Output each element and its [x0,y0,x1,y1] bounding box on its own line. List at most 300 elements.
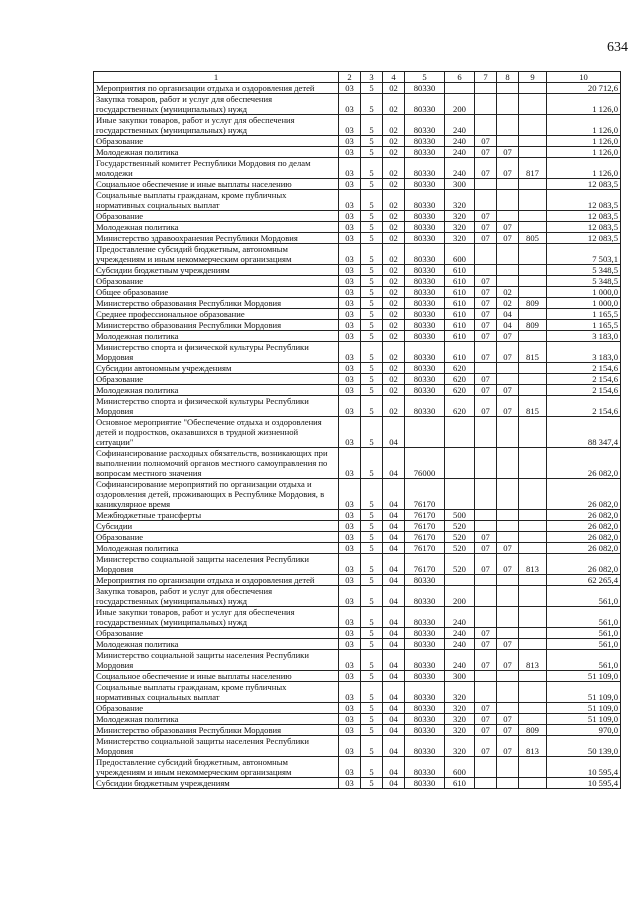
expense-type-cell: 610 [445,778,475,789]
amount-cell: 12 083,5 [547,190,621,211]
event-cell: 04 [383,448,405,479]
prog-cell: 03 [339,703,361,714]
subprog-cell: 5 [361,115,383,136]
expense-type-cell: 240 [445,136,475,147]
ministry-code-cell [519,639,547,650]
event-cell: 04 [383,479,405,510]
expense-type-cell: 320 [445,211,475,222]
amount-cell: 2 154,6 [547,385,621,396]
page-number: 634 [607,40,628,55]
prog-cell: 03 [339,147,361,158]
direction-cell: 80330 [405,94,445,115]
subsection-cell [497,363,519,374]
table-row [94,396,621,417]
row-name-cell: Социальные выплаты гражданам, кроме публичных нормативных социальных выплат [94,682,339,703]
prog-cell: 03 [339,94,361,115]
table-row [94,671,621,682]
amount-cell: 50 139,0 [547,736,621,757]
subprog-cell: 5 [361,628,383,639]
subprog-cell: 5 [361,714,383,725]
section-cell [475,244,497,265]
section-cell: 07 [475,703,497,714]
ministry-code-cell [519,682,547,703]
ministry-code-cell [519,521,547,532]
ministry-code-cell [519,265,547,276]
prog-cell: 03 [339,363,361,374]
ministry-code-cell [519,510,547,521]
row-name-cell: Министерство спорта и физической культуры Республики Мордовия [94,342,339,363]
prog-cell: 03 [339,265,361,276]
direction-cell: 80330 [405,287,445,298]
ministry-code-cell [519,671,547,682]
amount-cell: 7 503,1 [547,244,621,265]
amount-cell: 970,0 [547,725,621,736]
subsection-cell [497,479,519,510]
subprog-cell: 5 [361,448,383,479]
direction-cell: 80330 [405,575,445,586]
ministry-code-cell: 809 [519,320,547,331]
expense-type-cell: 240 [445,607,475,628]
prog-cell: 03 [339,331,361,342]
amount-cell: 561,0 [547,607,621,628]
subprog-cell: 5 [361,94,383,115]
amount-cell: 2 154,6 [547,363,621,374]
direction-cell: 80330 [405,396,445,417]
event-cell: 04 [383,554,405,575]
direction-cell: 80330 [405,222,445,233]
direction-cell: 76170 [405,532,445,543]
expense-type-cell: 320 [445,725,475,736]
row-name-cell: Иные закупки товаров, работ и услуг для обеспечения государственных (муниципальных) нужд [94,607,339,628]
direction-cell: 80330 [405,233,445,244]
event-cell: 02 [383,222,405,233]
amount-cell: 1 126,0 [547,158,621,179]
subsection-cell [497,244,519,265]
direction-cell: 80330 [405,703,445,714]
direction-cell: 76170 [405,521,445,532]
subprog-cell: 5 [361,510,383,521]
subprog-cell: 5 [361,190,383,211]
ministry-code-cell [519,309,547,320]
prog-cell: 03 [339,83,361,94]
expense-type-cell: 610 [445,298,475,309]
row-name-cell: Социальное обеспечение и иные выплаты населению [94,671,339,682]
table-row [94,233,621,244]
column-header: 4 [383,72,405,83]
ministry-code-cell [519,575,547,586]
expense-type-cell [445,83,475,94]
expense-type-cell: 520 [445,543,475,554]
direction-cell: 80330 [405,757,445,778]
direction-cell [405,417,445,448]
event-cell: 02 [383,147,405,158]
event-cell: 04 [383,778,405,789]
event-cell: 02 [383,265,405,276]
direction-cell: 80330 [405,276,445,287]
subprog-cell: 5 [361,147,383,158]
direction-cell: 80330 [405,136,445,147]
event-cell: 02 [383,211,405,222]
subprog-cell: 5 [361,83,383,94]
column-header: 7 [475,72,497,83]
section-cell: 07 [475,543,497,554]
subprog-cell: 5 [361,179,383,190]
section-cell [475,417,497,448]
ministry-code-cell [519,244,547,265]
prog-cell: 03 [339,374,361,385]
expense-type-cell [445,479,475,510]
table-row [94,158,621,179]
subprog-cell: 5 [361,331,383,342]
subprog-cell: 5 [361,586,383,607]
direction-cell: 80330 [405,714,445,725]
table-row [94,147,621,158]
section-cell: 07 [475,628,497,639]
table-row [94,83,621,94]
row-name-cell: Мероприятия по организации отдыха и оздоровления детей [94,83,339,94]
subsection-cell: 07 [497,543,519,554]
event-cell: 02 [383,115,405,136]
subprog-cell: 5 [361,211,383,222]
direction-cell: 80330 [405,298,445,309]
subsection-cell [497,703,519,714]
section-cell: 07 [475,532,497,543]
section-cell [475,682,497,703]
subprog-cell: 5 [361,244,383,265]
column-header: 6 [445,72,475,83]
event-cell: 04 [383,532,405,543]
prog-cell: 03 [339,543,361,554]
table-row [94,363,621,374]
event-cell: 02 [383,363,405,374]
expense-type-cell: 520 [445,521,475,532]
row-name-cell: Образование [94,276,339,287]
amount-cell: 2 154,6 [547,374,621,385]
expense-type-cell: 200 [445,94,475,115]
table-row [94,331,621,342]
subprog-cell: 5 [361,374,383,385]
event-cell: 04 [383,543,405,554]
subsection-cell [497,115,519,136]
event-cell: 02 [383,136,405,147]
prog-cell: 03 [339,287,361,298]
direction-cell: 80330 [405,725,445,736]
expense-type-cell: 610 [445,287,475,298]
subprog-cell: 5 [361,320,383,331]
prog-cell: 03 [339,233,361,244]
prog-cell: 03 [339,778,361,789]
row-name-cell: Субсидии [94,521,339,532]
table-row [94,244,621,265]
event-cell: 04 [383,703,405,714]
amount-cell: 51 109,0 [547,682,621,703]
section-cell: 07 [475,650,497,671]
section-cell: 07 [475,136,497,147]
amount-cell: 5 348,5 [547,265,621,276]
prog-cell: 03 [339,628,361,639]
row-name-cell: Общее образование [94,287,339,298]
prog-cell: 03 [339,510,361,521]
table-row [94,320,621,331]
expense-type-cell: 300 [445,179,475,190]
table-row [94,136,621,147]
event-cell: 04 [383,725,405,736]
table-row [94,521,621,532]
ministry-code-cell: 805 [519,233,547,244]
row-name-cell: Среднее профессиональное образование [94,309,339,320]
expense-type-cell: 610 [445,331,475,342]
table-row [94,417,621,448]
section-cell [475,521,497,532]
event-cell: 02 [383,331,405,342]
prog-cell: 03 [339,136,361,147]
section-cell [475,586,497,607]
event-cell: 04 [383,510,405,521]
subprog-cell: 5 [361,265,383,276]
subsection-cell [497,94,519,115]
expense-type-cell: 320 [445,714,475,725]
subprog-cell: 5 [361,417,383,448]
expense-type-cell: 240 [445,115,475,136]
subsection-cell [497,417,519,448]
ministry-code-cell [519,331,547,342]
subsection-cell: 07 [497,385,519,396]
expense-type-cell: 610 [445,276,475,287]
section-cell [475,607,497,628]
event-cell: 02 [383,158,405,179]
ministry-code-cell [519,628,547,639]
direction-cell: 80330 [405,320,445,331]
ministry-code-cell [519,543,547,554]
table-row [94,543,621,554]
expense-type-cell: 520 [445,554,475,575]
prog-cell: 03 [339,757,361,778]
event-cell: 04 [383,682,405,703]
table-row [94,554,621,575]
ministry-code-cell [519,94,547,115]
subprog-cell: 5 [361,532,383,543]
ministry-code-cell: 813 [519,554,547,575]
row-name-cell: Молодежная политика [94,147,339,158]
direction-cell: 80330 [405,374,445,385]
prog-cell: 03 [339,607,361,628]
section-cell: 07 [475,222,497,233]
amount-cell: 26 082,0 [547,554,621,575]
table-row [94,532,621,543]
ministry-code-cell [519,778,547,789]
subsection-cell: 07 [497,736,519,757]
amount-cell: 561,0 [547,628,621,639]
ministry-code-cell [519,532,547,543]
section-cell: 07 [475,298,497,309]
expense-type-cell: 500 [445,510,475,521]
section-cell: 07 [475,374,497,385]
subsection-cell [497,510,519,521]
event-cell: 02 [383,320,405,331]
prog-cell: 03 [339,320,361,331]
expense-type-cell: 320 [445,682,475,703]
prog-cell: 03 [339,448,361,479]
subprog-cell: 5 [361,575,383,586]
amount-cell: 2 154,6 [547,396,621,417]
direction-cell: 80330 [405,244,445,265]
column-header: 1 [94,72,339,83]
direction-cell: 80330 [405,682,445,703]
subprog-cell: 5 [361,479,383,510]
subsection-cell [497,628,519,639]
direction-cell: 76170 [405,510,445,521]
budget-table [93,71,621,789]
prog-cell: 03 [339,554,361,575]
table-header-row [94,72,621,83]
event-cell: 04 [383,628,405,639]
amount-cell: 1 165,5 [547,309,621,320]
column-header: 9 [519,72,547,83]
section-cell [475,265,497,276]
amount-cell: 5 348,5 [547,276,621,287]
row-name-cell: Министерство социальной защиты населения Республики Мордовия [94,650,339,671]
column-header: 10 [547,72,621,83]
expense-type-cell: 320 [445,736,475,757]
row-name-cell: Министерство образования Республики Мордовия [94,298,339,309]
ministry-code-cell [519,147,547,158]
amount-cell: 20 712,6 [547,83,621,94]
prog-cell: 03 [339,222,361,233]
row-name-cell: Образование [94,374,339,385]
subprog-cell: 5 [361,736,383,757]
table-row [94,736,621,757]
subsection-cell: 07 [497,222,519,233]
expense-type-cell: 520 [445,532,475,543]
ministry-code-cell [519,703,547,714]
amount-cell: 62 265,4 [547,575,621,586]
direction-cell: 80330 [405,363,445,374]
event-cell: 02 [383,374,405,385]
expense-type-cell: 240 [445,628,475,639]
event-cell: 04 [383,757,405,778]
ministry-code-cell [519,757,547,778]
subsection-cell [497,586,519,607]
table-row [94,374,621,385]
prog-cell: 03 [339,276,361,287]
amount-cell: 26 082,0 [547,532,621,543]
subsection-cell [497,211,519,222]
subsection-cell: 07 [497,342,519,363]
ministry-code-cell [519,179,547,190]
amount-cell: 3 183,0 [547,331,621,342]
ministry-code-cell: 813 [519,650,547,671]
row-name-cell: Закупка товаров, работ и услуг для обеспечения государственных (муниципальных) нужд [94,586,339,607]
event-cell: 04 [383,650,405,671]
section-cell [475,671,497,682]
table-row [94,211,621,222]
direction-cell: 80330 [405,158,445,179]
subsection-cell [497,671,519,682]
row-name-cell: Молодежная политика [94,222,339,233]
subsection-cell: 02 [497,298,519,309]
table-row [94,575,621,586]
expense-type-cell: 300 [445,671,475,682]
direction-cell: 76170 [405,479,445,510]
table-row [94,479,621,510]
subprog-cell: 5 [361,757,383,778]
ministry-code-cell [519,115,547,136]
direction-cell: 80330 [405,385,445,396]
subsection-cell: 07 [497,639,519,650]
direction-cell: 80330 [405,83,445,94]
prog-cell: 03 [339,385,361,396]
subsection-cell: 07 [497,714,519,725]
subprog-cell: 5 [361,607,383,628]
ministry-code-cell: 809 [519,298,547,309]
table-row [94,265,621,276]
direction-cell: 76000 [405,448,445,479]
event-cell: 02 [383,244,405,265]
subsection-cell: 04 [497,309,519,320]
subsection-cell [497,136,519,147]
table-row [94,703,621,714]
direction-cell: 80330 [405,211,445,222]
ministry-code-cell [519,136,547,147]
subprog-cell: 5 [361,682,383,703]
section-cell: 07 [475,385,497,396]
section-cell [475,757,497,778]
amount-cell: 561,0 [547,650,621,671]
row-name-cell: Молодежная политика [94,639,339,650]
table-row [94,510,621,521]
section-cell: 07 [475,714,497,725]
subprog-cell: 5 [361,543,383,554]
section-cell: 07 [475,320,497,331]
ministry-code-cell [519,374,547,385]
table-row [94,682,621,703]
subsection-cell [497,575,519,586]
direction-cell: 80330 [405,147,445,158]
section-cell [475,575,497,586]
amount-cell: 3 183,0 [547,342,621,363]
subprog-cell: 5 [361,342,383,363]
section-cell: 07 [475,554,497,575]
event-cell: 04 [383,586,405,607]
event-cell: 02 [383,233,405,244]
prog-cell: 03 [339,671,361,682]
column-header: 5 [405,72,445,83]
amount-cell: 51 109,0 [547,714,621,725]
table-row [94,757,621,778]
section-cell: 07 [475,725,497,736]
row-name-cell: Министерство социальной защиты населения Республики Мордовия [94,554,339,575]
row-name-cell: Министерство социальной защиты населения Республики Мордовия [94,736,339,757]
section-cell: 07 [475,287,497,298]
event-cell: 04 [383,417,405,448]
direction-cell: 80330 [405,309,445,320]
row-name-cell: Иные закупки товаров, работ и услуг для обеспечения государственных (муниципальных) нужд [94,115,339,136]
prog-cell: 03 [339,532,361,543]
event-cell: 04 [383,671,405,682]
subprog-cell: 5 [361,363,383,374]
subprog-cell: 5 [361,521,383,532]
row-name-cell: Субсидии бюджетным учреждениям [94,265,339,276]
amount-cell: 12 083,5 [547,222,621,233]
row-name-cell: Социальные выплаты гражданам, кроме публичных нормативных социальных выплат [94,190,339,211]
event-cell: 02 [383,385,405,396]
expense-type-cell: 240 [445,639,475,650]
prog-cell: 03 [339,190,361,211]
ministry-code-cell [519,417,547,448]
row-name-cell: Образование [94,703,339,714]
prog-cell: 03 [339,158,361,179]
amount-cell: 10 595,4 [547,778,621,789]
